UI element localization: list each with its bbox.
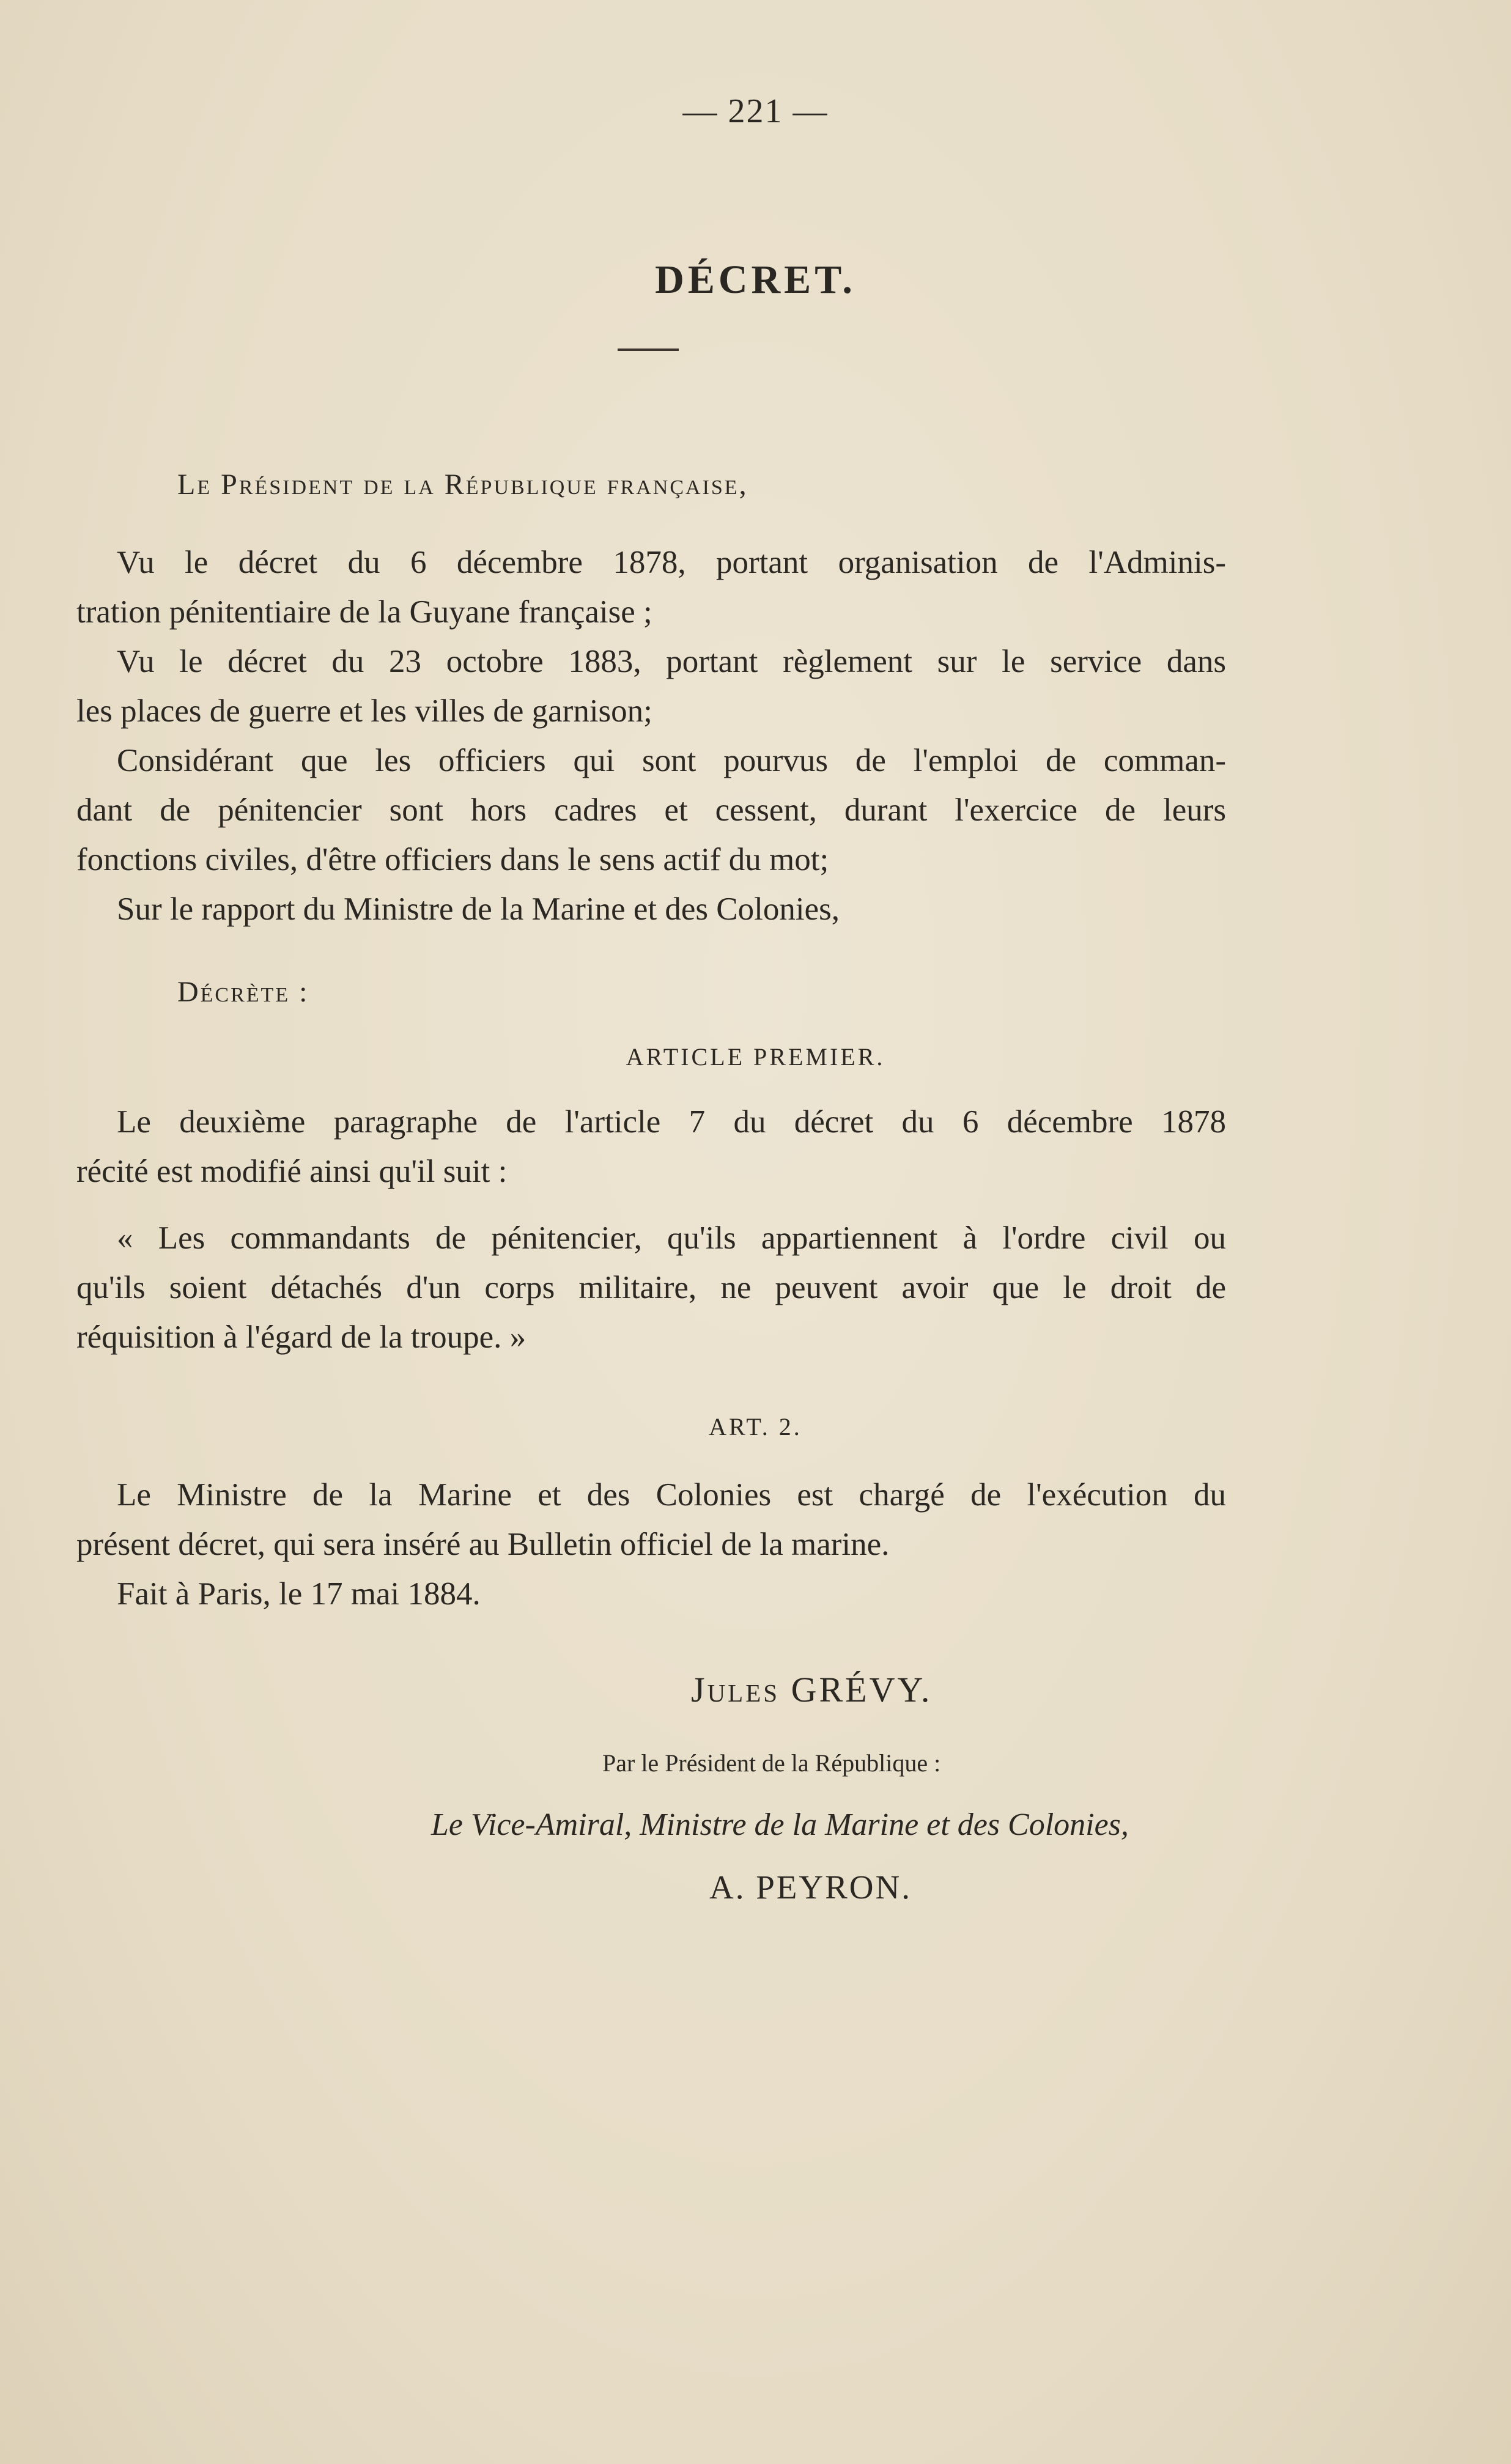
quote-line1: « Les commandants de pénitencier, qu'ils appartiennent à l'ordre civil ou (117, 1220, 1226, 1256)
president-name: Jules GRÉVY. (691, 1670, 933, 1710)
president-signature (691, 1669, 932, 1710)
page-number: — 221 — (682, 92, 829, 130)
article1-quote (76, 1214, 1226, 1362)
document-title: DÉCRET. (655, 257, 856, 302)
signature-caption: Par le Président de la République : (602, 1749, 941, 1777)
paragraph3-line3: fonctions civiles, d'être officiers dans le sens actif du mot; (76, 842, 829, 877)
article1-line1: Le deuxième paragraphe de l'article 7 du décret du 6 décembre 1878 (117, 1104, 1226, 1140)
paragraph1-line2: tration pénitentiaire de la Guyane française ; (76, 594, 652, 630)
considerations-block (76, 538, 1226, 934)
quote-line2: qu'ils soient détachés d'un corps militaire, ne peuvent avoir que le droit de (76, 1270, 1226, 1305)
minister-signature: A. PEYRON. (709, 1868, 912, 1906)
paragraph3-line1: Considérant que les officiers qui sont pourvus de l'emploi de comman- (117, 743, 1226, 778)
paragraph4: Sur le rapport du Ministre de la Marine et des Colonies, (117, 891, 840, 927)
paragraph2-line1: Vu le décret du 23 octobre 1883, portant règlement sur le service dans (117, 644, 1226, 679)
paragraph1-line1: Vu le décret du 6 décembre 1878, portant organisation de l'Adminis- (117, 545, 1226, 580)
title-rule (618, 349, 679, 351)
minister-role: Le Vice-Amiral, Ministre de la Marine et des Colonies, (431, 1807, 1129, 1842)
article2-heading: ART. 2. (709, 1413, 802, 1440)
article1-line2: récité est modifié ainsi qu'il suit : (76, 1154, 508, 1189)
article2-line1: Le Ministre de la Marine et des Colonies est chargé de l'exécution du (117, 1477, 1226, 1513)
intro-line (177, 468, 748, 501)
paragraph2-line2: les places de guerre et les villes de garnison; (76, 693, 652, 729)
date-line: Fait à Paris, le 17 mai 1884. (117, 1576, 481, 1612)
article2-body (76, 1470, 1226, 1619)
article1-body (76, 1097, 1226, 1197)
paragraph3-line2: dant de pénitencier sont hors cadres et cessent, durant l'exercice de leurs (76, 792, 1226, 828)
intro-text: Le Président de la République française, (177, 468, 748, 501)
article2-line2: présent décret, qui sera inséré au Bulletin officiel de la marine. (76, 1527, 890, 1562)
article1-heading: ARTICLE PREMIER. (626, 1043, 885, 1071)
decrete-label: Décrète : (177, 976, 309, 1008)
quote-line3: réquisition à l'égard de la troupe. » (76, 1319, 526, 1355)
